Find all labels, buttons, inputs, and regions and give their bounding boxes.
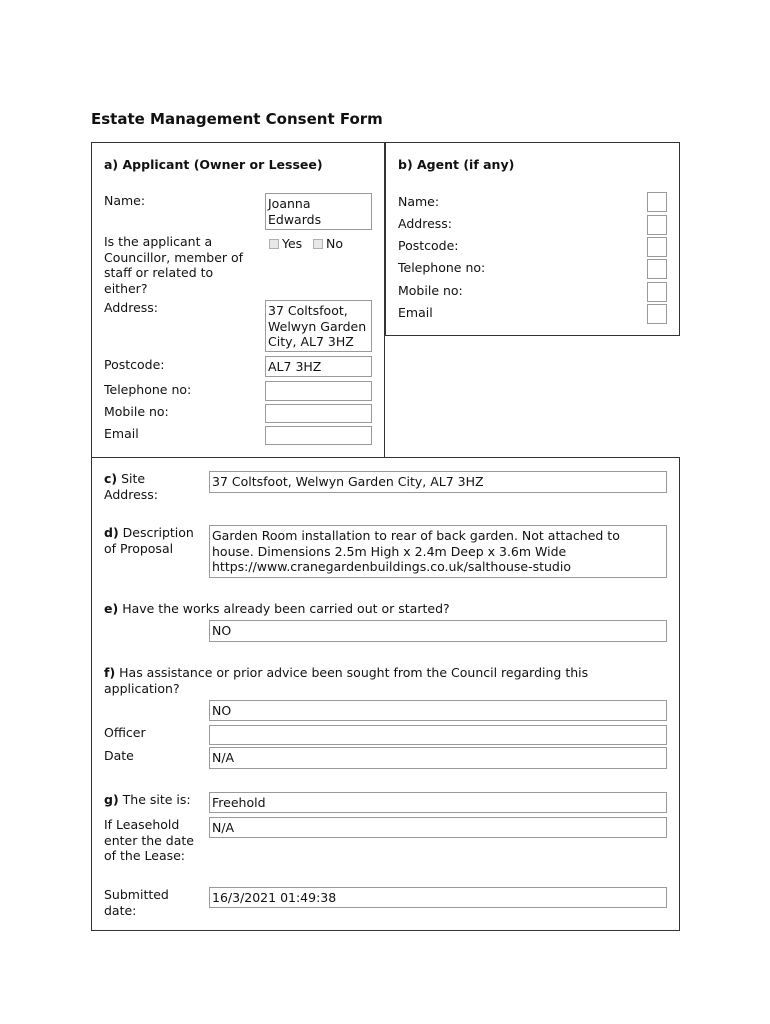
applicant-email-field[interactable]	[265, 426, 372, 445]
agent-email-label: Email	[398, 305, 433, 320]
agent-mobile-label: Mobile no:	[398, 283, 463, 298]
applicant-header: a) Applicant (Owner or Lessee)	[104, 157, 323, 172]
site-tenure-text: The site is:	[122, 792, 191, 807]
submitted-date-label: Submitted date:	[104, 887, 169, 918]
agent-telephone-label: Telephone no:	[398, 260, 486, 275]
works-started-label	[104, 601, 450, 617]
proposal-text: Description of Proposal	[104, 525, 194, 556]
proposal-prefix: d)	[104, 525, 119, 540]
agent-address-label: Address:	[398, 216, 452, 231]
applicant-section	[91, 142, 385, 458]
site-section	[91, 457, 680, 931]
date-label: Date	[104, 748, 134, 763]
applicant-name-label: Name:	[104, 193, 146, 208]
form-title: Estate Management Consent Form	[91, 110, 383, 128]
agent-postcode-label: Postcode:	[398, 238, 459, 253]
applicant-name-field[interactable]: Joanna Edwards	[265, 193, 372, 230]
site-tenure-prefix: g)	[104, 792, 119, 807]
prior-advice-label	[104, 665, 674, 696]
agent-name-label: Name:	[398, 194, 440, 209]
officer-label: Officer	[104, 725, 146, 740]
councillor-yes-checkbox[interactable]	[269, 239, 279, 249]
agent-telephone-field[interactable]	[647, 259, 667, 279]
agent-email-field[interactable]	[647, 304, 667, 324]
proposal-label	[104, 525, 194, 556]
applicant-mobile-label: Mobile no:	[104, 404, 169, 419]
works-started-prefix: e)	[104, 601, 119, 616]
agent-mobile-field[interactable]	[647, 282, 667, 302]
applicant-telephone-field[interactable]	[265, 381, 372, 401]
site-address-text: Site Address:	[104, 471, 158, 502]
lease-date-label: If Leasehold enter the date of the Lease:	[104, 817, 194, 863]
councillor-no-option[interactable]	[313, 236, 343, 252]
works-started-text: Have the works already been carried out or started?	[122, 601, 450, 616]
agent-header: b) Agent (if any)	[398, 157, 515, 172]
site-address-prefix: c)	[104, 471, 118, 486]
applicant-postcode-label: Postcode:	[104, 357, 165, 372]
proposal-field[interactable]: Garden Room installation to rear of back garden. Not attached to house. Dimensions 2.5m High x 2.4m Deep x 3.6m Wide https://www.cranegardenbuildings.co.uk/salthouse-studio	[209, 525, 667, 578]
site-address-label	[104, 471, 158, 502]
prior-advice-field[interactable]: NO	[209, 700, 667, 721]
agent-postcode-field[interactable]	[647, 237, 667, 257]
applicant-email-label: Email	[104, 426, 139, 441]
prior-advice-text: Has assistance or prior advice been sought from the Council regarding this application?	[104, 665, 589, 696]
agent-address-field[interactable]	[647, 215, 667, 235]
councillor-no-checkbox[interactable]	[313, 239, 323, 249]
applicant-address-label: Address:	[104, 300, 158, 315]
agent-section	[385, 142, 680, 336]
site-tenure-field[interactable]: Freehold	[209, 792, 667, 813]
applicant-address-field[interactable]: 37 Coltsfoot, Welwyn Garden City, AL7 3HZ	[265, 300, 372, 352]
agent-name-field[interactable]	[647, 192, 667, 212]
submitted-date-field[interactable]: 16/3/2021 01:49:38	[209, 887, 667, 908]
yes-label: Yes	[282, 236, 303, 251]
councillor-question: Is the applicant a Councillor, member of staff or related to either?	[104, 234, 244, 296]
site-tenure-label	[104, 792, 191, 808]
applicant-telephone-label: Telephone no:	[104, 382, 192, 397]
site-address-field[interactable]: 37 Coltsfoot, Welwyn Garden City, AL7 3HZ	[209, 471, 667, 493]
prior-advice-prefix: f)	[104, 665, 116, 680]
works-started-field[interactable]: NO	[209, 620, 667, 642]
councillor-yes-option[interactable]	[269, 236, 302, 252]
officer-field[interactable]	[209, 725, 667, 745]
applicant-postcode-field[interactable]: AL7 3HZ	[265, 356, 372, 377]
no-label: No	[326, 236, 343, 251]
applicant-mobile-field[interactable]	[265, 404, 372, 423]
date-field[interactable]: N/A	[209, 747, 667, 769]
lease-date-field[interactable]: N/A	[209, 817, 667, 838]
